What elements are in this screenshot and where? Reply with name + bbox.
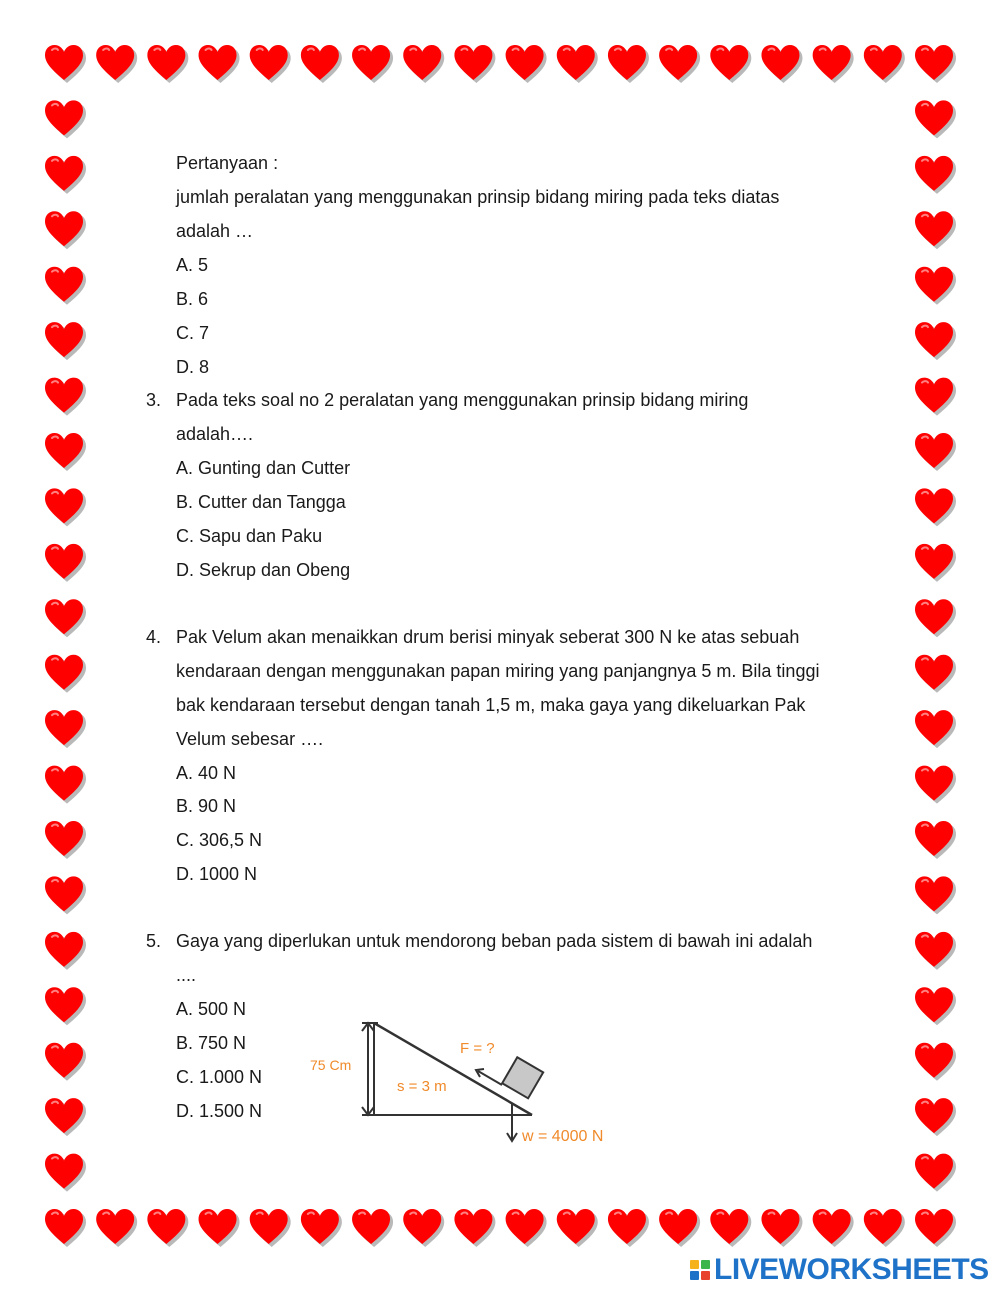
heart-icon bbox=[45, 100, 86, 138]
heart-icon bbox=[608, 45, 649, 83]
heart-icon bbox=[915, 932, 956, 970]
question-4-stem-line-4: Velum sebesar …. bbox=[176, 729, 324, 749]
question-5-stem-line-2: .... bbox=[176, 965, 197, 985]
heart-icon bbox=[352, 1209, 393, 1247]
question-4-option-c[interactable]: C. 306,5 N bbox=[176, 830, 263, 850]
heart-icon bbox=[915, 821, 956, 859]
liveworksheets-logo[interactable] bbox=[690, 1253, 989, 1287]
heart-icon bbox=[915, 655, 956, 693]
heart-icon bbox=[45, 932, 86, 970]
question-5-option-d[interactable]: D. 1.500 N bbox=[176, 1101, 263, 1121]
heart-icon bbox=[45, 1154, 86, 1192]
logo-square-3 bbox=[690, 1271, 699, 1280]
heart-icon bbox=[45, 267, 86, 305]
question-2-option-c[interactable]: C. 7 bbox=[176, 323, 210, 343]
question-2-option-d[interactable]: D. 8 bbox=[176, 357, 210, 377]
heart-icon bbox=[915, 1043, 956, 1081]
heart-icon bbox=[45, 211, 86, 249]
heart-icon bbox=[915, 1098, 956, 1136]
heart-icon bbox=[710, 1209, 751, 1247]
heart-icon bbox=[45, 655, 86, 693]
question-5-option-a[interactable]: A. 500 N bbox=[176, 999, 247, 1019]
heart-icon bbox=[403, 1209, 444, 1247]
question-2-option-b[interactable]: B. 6 bbox=[176, 289, 209, 309]
slope-label: s = 3 m bbox=[397, 1078, 447, 1095]
heart-icon bbox=[864, 45, 905, 83]
question-2-heading: Pertanyaan : bbox=[176, 153, 279, 173]
heart-icon bbox=[915, 876, 956, 914]
triangle-slope bbox=[374, 1023, 532, 1115]
heart-icon bbox=[915, 156, 956, 194]
height-label: 75 Cm bbox=[310, 1057, 352, 1073]
heart-icon bbox=[915, 544, 956, 582]
heart-icon bbox=[250, 45, 291, 83]
inclined-plane-diagram bbox=[300, 1015, 620, 1155]
heart-icon bbox=[147, 45, 188, 83]
heart-icon bbox=[506, 45, 547, 83]
heart-icon bbox=[352, 45, 393, 83]
heart-icon bbox=[45, 378, 86, 416]
question-4-option-a[interactable]: A. 40 N bbox=[176, 763, 237, 783]
force-arrow-line bbox=[478, 1071, 502, 1085]
heart-icon bbox=[147, 1209, 188, 1247]
heart-icon bbox=[915, 433, 956, 471]
heart-icon bbox=[199, 1209, 240, 1247]
heart-icon bbox=[557, 1209, 598, 1247]
heart-icon bbox=[659, 45, 700, 83]
heart-icon bbox=[250, 1209, 291, 1247]
heart-icon bbox=[915, 378, 956, 416]
heart-icon bbox=[915, 488, 956, 526]
heart-icon bbox=[301, 45, 342, 83]
logo-square-2 bbox=[701, 1260, 710, 1269]
question-2-stem-line-2: adalah … bbox=[176, 221, 254, 241]
force-label: F = ? bbox=[460, 1040, 495, 1057]
heart-icon bbox=[813, 45, 854, 83]
question-2-option-a[interactable]: A. 5 bbox=[176, 255, 209, 275]
question-3-option-b[interactable]: B. Cutter dan Tangga bbox=[176, 492, 346, 512]
question-5-number: 5. bbox=[146, 931, 162, 951]
heart-icon bbox=[45, 1209, 86, 1247]
heart-icon bbox=[915, 322, 956, 360]
question-3-option-d[interactable]: D. Sekrup dan Obeng bbox=[176, 560, 351, 580]
heart-icon bbox=[45, 488, 86, 526]
heart-icon bbox=[45, 433, 86, 471]
question-2-stem-line-1: jumlah peralatan yang menggunakan prinsip bidang miring pada teks diatas bbox=[176, 187, 780, 207]
logo-mark-icon bbox=[690, 1260, 710, 1280]
question-3-option-c[interactable]: C. Sapu dan Paku bbox=[176, 526, 323, 546]
question-4-option-b[interactable]: B. 90 N bbox=[176, 796, 237, 816]
heart-icon bbox=[915, 267, 956, 305]
heart-icon bbox=[45, 322, 86, 360]
heart-icon bbox=[608, 1209, 649, 1247]
heart-icon bbox=[45, 710, 86, 748]
question-3-stem-line-1: Pada teks soal no 2 peralatan yang menggunakan prinsip bidang miring bbox=[176, 390, 749, 410]
question-3-number: 3. bbox=[146, 390, 162, 410]
heart-icon bbox=[45, 599, 86, 637]
heart-icon bbox=[454, 45, 495, 83]
heart-icon bbox=[915, 1154, 956, 1192]
question-5-option-c[interactable]: C. 1.000 N bbox=[176, 1067, 263, 1087]
heart-icon bbox=[45, 1043, 86, 1081]
heart-icon bbox=[506, 1209, 547, 1247]
question-3-stem-line-2: adalah…. bbox=[176, 424, 254, 444]
heart-icon bbox=[915, 710, 956, 748]
heart-icon bbox=[45, 876, 86, 914]
heart-icon bbox=[915, 211, 956, 249]
question-4-stem-line-1: Pak Velum akan menaikkan drum berisi minyak seberat 300 N ke atas sebuah bbox=[176, 627, 800, 647]
heart-icon bbox=[96, 45, 137, 83]
heart-icon bbox=[199, 45, 240, 83]
heart-icon bbox=[915, 100, 956, 138]
heart-icon bbox=[45, 766, 86, 804]
logo-text: LIVEWORKSHEETS bbox=[714, 1253, 989, 1286]
question-5-stem-line-1: Gaya yang diperlukan untuk mendorong beban pada sistem di bawah ini adalah bbox=[176, 931, 813, 951]
weight-label: w = 4000 N bbox=[522, 1128, 604, 1145]
heart-icon bbox=[659, 1209, 700, 1247]
heart-icon bbox=[761, 45, 802, 83]
question-4-stem-line-2: kendaraan dengan menggunakan papan miring yang panjangnya 5 m. Bila tinggi bbox=[176, 661, 820, 681]
heart-icon bbox=[45, 821, 86, 859]
question-4-number: 4. bbox=[146, 627, 162, 647]
heart-icon bbox=[454, 1209, 495, 1247]
heart-icon bbox=[45, 45, 86, 83]
load-block bbox=[502, 1057, 543, 1098]
heart-icon bbox=[813, 1209, 854, 1247]
heart-icon bbox=[557, 45, 598, 83]
heart-icon bbox=[710, 45, 751, 83]
heart-icon bbox=[45, 987, 86, 1025]
heart-icon bbox=[45, 544, 86, 582]
question-5-option-b[interactable]: B. 750 N bbox=[176, 1033, 247, 1053]
heart-icon bbox=[96, 1209, 137, 1247]
heart-icon bbox=[403, 45, 444, 83]
logo-square-1 bbox=[690, 1260, 699, 1269]
logo-square-4 bbox=[701, 1271, 710, 1280]
question-3-option-a[interactable]: A. Gunting dan Cutter bbox=[176, 458, 351, 478]
heart-icon bbox=[864, 1209, 905, 1247]
heart-icon bbox=[915, 987, 956, 1025]
heart-icon bbox=[915, 599, 956, 637]
heart-icon bbox=[45, 1098, 86, 1136]
heart-icon bbox=[761, 1209, 802, 1247]
heart-icon bbox=[915, 766, 956, 804]
heart-icon bbox=[45, 156, 86, 194]
heart-icon bbox=[915, 45, 956, 83]
question-4-option-d[interactable]: D. 1000 N bbox=[176, 864, 258, 884]
question-4-stem-line-3: bak kendaraan tersebut dengan tanah 1,5 m, maka gaya yang dikeluarkan Pak bbox=[176, 695, 806, 715]
heart-icon bbox=[301, 1209, 342, 1247]
heart-icon bbox=[915, 1209, 956, 1247]
